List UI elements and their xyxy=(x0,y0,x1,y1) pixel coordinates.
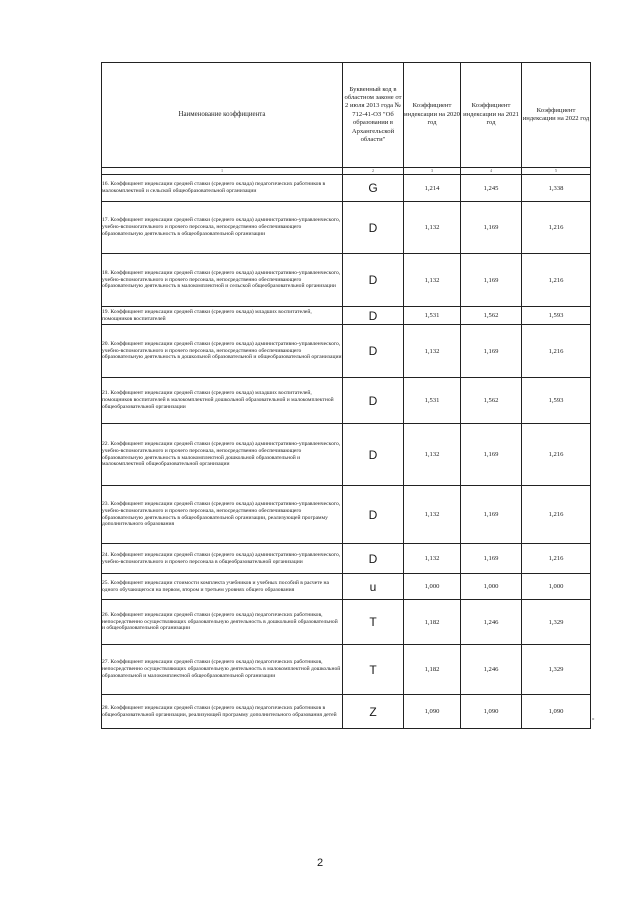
table-row xyxy=(102,544,591,574)
letter-code: D xyxy=(343,202,404,254)
letter-code: D xyxy=(343,254,404,307)
table-row xyxy=(102,574,591,600)
table-row xyxy=(102,378,591,424)
letter-code: D xyxy=(343,325,404,378)
value-2021: 1,169 xyxy=(461,424,522,486)
value-2022: 1,593 xyxy=(522,307,591,325)
value-2020: 1,132 xyxy=(404,424,461,486)
letter-code: T xyxy=(343,645,404,695)
value-2022: 1,216 xyxy=(522,202,591,254)
letter-code: D xyxy=(343,424,404,486)
coefficient-name: 25. Коэффициент индексации стоимости комплекта учебников и учебных пособий в расчете на одного обучающегося на первом, втором и третьем уровнях общего образования xyxy=(102,574,343,600)
value-2021: 1,000 xyxy=(461,574,522,600)
value-2021: 1,562 xyxy=(461,307,522,325)
table-row xyxy=(102,645,591,695)
value-2021: 1,169 xyxy=(461,544,522,574)
value-2020: 1,132 xyxy=(404,486,461,544)
value-2022: 1,216 xyxy=(522,325,591,378)
letter-code: u xyxy=(343,574,404,600)
header-coef-2021: Коэффициент индексации на 2021 год xyxy=(461,63,522,168)
value-2022: 1,216 xyxy=(522,254,591,307)
value-2020: 1,182 xyxy=(404,645,461,695)
value-2021: 1,169 xyxy=(461,325,522,378)
value-2020: 1,132 xyxy=(404,325,461,378)
value-2021: 1,562 xyxy=(461,378,522,424)
table-row xyxy=(102,486,591,544)
coefficient-name: 22. Коэффициент индексации средней ставки (среднего оклада) административно-управленческого, учебно-вспомогательного и прочего персонала, непосредственно обеспечивающего образовательную деятельность в малокомплектной дошкольной образовательной и малокомплектной общеобразовательной организации xyxy=(102,424,343,486)
letter-code: Z xyxy=(343,695,404,729)
header-letter-code: Буквенный код в областном законе от 2 июля 2013 года № 712-41-ОЗ "Об образовании в Архангельской области" xyxy=(343,63,404,168)
table-row xyxy=(102,424,591,486)
letter-code: G xyxy=(343,175,404,202)
value-2020: 1,182 xyxy=(404,600,461,645)
table-row xyxy=(102,307,591,325)
value-2022: 1,090 xyxy=(522,695,591,729)
value-2021: 1,246 xyxy=(461,600,522,645)
margin-mark: » xyxy=(592,717,595,722)
value-2022: 1,216 xyxy=(522,544,591,574)
coefficients-table xyxy=(101,62,591,729)
coefficient-name: 28. Коэффициент индексации средней ставки (среднего оклада) педагогических работников в общеобразовательной организации, реализующей программу дополнительного образования детей xyxy=(102,695,343,729)
table-row xyxy=(102,695,591,729)
value-2021: 1,169 xyxy=(461,486,522,544)
value-2020: 1,132 xyxy=(404,202,461,254)
value-2022: 1,000 xyxy=(522,574,591,600)
coefficient-name: 26. Коэффициент индексации средней ставки (среднего оклада) педагогических работников, непосредственно осуществляющих образовательную деятельность в дошкольной образовательной и общеобразовательной организации xyxy=(102,600,343,645)
value-2021: 1,169 xyxy=(461,202,522,254)
column-number: 4 xyxy=(461,168,522,175)
value-2022: 1,216 xyxy=(522,486,591,544)
letter-code: D xyxy=(343,486,404,544)
coefficient-name: 17. Коэффициент индексации средней ставки (среднего оклада) административно-управленческого, учебно-вспомогательного и прочего персонала, непосредственно обеспечивающего образовательную деятельность в общеобразовательной организации xyxy=(102,202,343,254)
letter-code: D xyxy=(343,307,404,325)
value-2022: 1,593 xyxy=(522,378,591,424)
header-coefficient-name: Наименование коэффициента xyxy=(102,63,343,168)
column-number: 5 xyxy=(522,168,591,175)
value-2020: 1,000 xyxy=(404,574,461,600)
table-row xyxy=(102,202,591,254)
coefficient-name: 18. Коэффициент индексации средней ставки (среднего оклада) административно-управленческого, учебно-вспомогательного и прочего персонала, непосредственно обеспечивающего образовательную деятельность в малокомплектной и сельской общеобразовательной организации xyxy=(102,254,343,307)
coefficient-name: 21. Коэффициент индексации средней ставки (среднего оклада) младших воспитателей, помощников воспитателей в малокомплектной дошкольной образовательной и малокомплектной общеобразовательной организации xyxy=(102,378,343,424)
value-2021: 1,090 xyxy=(461,695,522,729)
letter-code: T xyxy=(343,600,404,645)
column-number: 3 xyxy=(404,168,461,175)
coefficient-name: 27. Коэффициент индексации средней ставки (среднего оклада) педагогических работников, непосредственно осуществляющих образовательную деятельность в малокомплектной дошкольной образовательной и малокомплектной общеобразовательной организации xyxy=(102,645,343,695)
value-2021: 1,246 xyxy=(461,645,522,695)
value-2020: 1,214 xyxy=(404,175,461,202)
coefficient-name: 19. Коэффициент индексации средней ставки (среднего оклада) младших воспитателей, помощников воспитателей xyxy=(102,307,343,325)
letter-code: D xyxy=(343,378,404,424)
value-2020: 1,132 xyxy=(404,254,461,307)
header-coef-2020: Коэффициент индексации на 2020 год xyxy=(404,63,461,168)
column-number: 2 xyxy=(343,168,404,175)
value-2022: 1,338 xyxy=(522,175,591,202)
value-2020: 1,090 xyxy=(404,695,461,729)
table-row xyxy=(102,325,591,378)
value-2020: 1,531 xyxy=(404,307,461,325)
table-row xyxy=(102,175,591,202)
column-number: 1 xyxy=(102,168,343,175)
table-row xyxy=(102,600,591,645)
coefficient-name: 24. Коэффициент индексации средней ставки (среднего оклада) административно-управленческого, учебно-вспомогательного и прочего персонала в общеобразовательной организации xyxy=(102,544,343,574)
coefficient-name: 20. Коэффициент индексации средней ставки (среднего оклада) административно-управленческого, учебно-вспомогательного и прочего персонала, непосредственно обеспечивающего образовательную деятельность в дошкольной образовательной и общеобразовательной организации xyxy=(102,325,343,378)
value-2020: 1,132 xyxy=(404,544,461,574)
value-2021: 1,169 xyxy=(461,254,522,307)
coefficient-name: 16. Коэффициент индексации средней ставки (среднего оклада) педагогических работников в малокомплектной и сельской общеобразовательной организации xyxy=(102,175,343,202)
value-2021: 1,245 xyxy=(461,175,522,202)
header-coef-2022: Коэффициент индексации на 2022 год xyxy=(522,63,591,168)
table-header-row xyxy=(102,63,591,168)
letter-code: D xyxy=(343,544,404,574)
value-2020: 1,531 xyxy=(404,378,461,424)
value-2022: 1,216 xyxy=(522,424,591,486)
column-number-row xyxy=(102,168,591,175)
page-number: 2 xyxy=(316,857,324,869)
coefficient-name: 23. Коэффициент индексации средней ставки (среднего оклада) административно-управленческого, учебно-вспомогательного и прочего персонала, непосредственно обеспечивающего образовательную деятельность в общеобразовательной организации, реализующей программу дополнительного образования xyxy=(102,486,343,544)
value-2022: 1,329 xyxy=(522,645,591,695)
table-row xyxy=(102,254,591,307)
value-2022: 1,329 xyxy=(522,600,591,645)
